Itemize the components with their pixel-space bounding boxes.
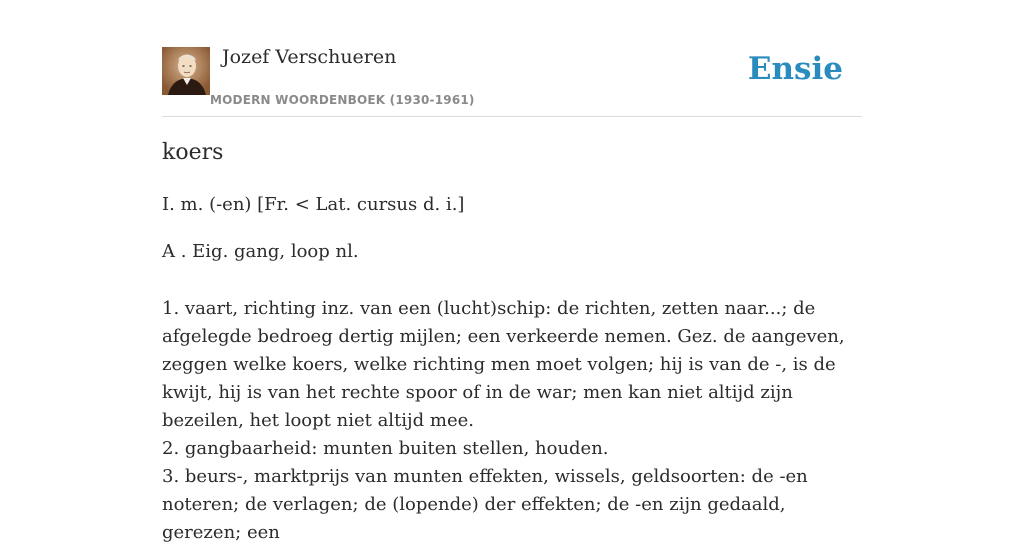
definition-item: 3. beurs-, marktprijs van munten effekten, wissels, geldsoorten: de -en noteren; de verlagen; de (lopende) der effekten; de -en zijn gedaald, gerezen; een — [162, 466, 808, 543]
author-name[interactable]: Jozef Verschueren — [222, 46, 397, 68]
definition-item: 2. gangbaarheid: munten buiten stellen, houden. — [162, 438, 609, 459]
site-logo[interactable]: Ensie — [747, 51, 843, 87]
entry-grammar: I. m. (-en) [Fr. < Lat. cursus d. i.] — [162, 194, 465, 215]
definition-item: 1. vaart, richting inz. van een (lucht)schip: de richten, zetten naar...; de afgelegde bedroeg dertig mijlen; een verkeerde nemen. Gez. de aangeven, zeggen welke koers, welke richting men moet volgen; hij is van de -, is de kwijt, hij is van het rechte spoor of in de war; men kan niet altijd zijn bezeilen, het loopt niet altijd mee. — [162, 298, 845, 431]
entry-title: koers — [162, 140, 224, 165]
article-header — [162, 0, 862, 117]
source-label[interactable]: MODERN WOORDENBOEK (1930-1961) — [210, 93, 475, 107]
author-portrait-icon — [162, 47, 210, 95]
author-avatar[interactable] — [162, 47, 210, 95]
definition-list — [162, 295, 862, 547]
entry-sense-heading: A . Eig. gang, loop nl. — [162, 241, 359, 262]
article-page — [162, 0, 862, 543]
